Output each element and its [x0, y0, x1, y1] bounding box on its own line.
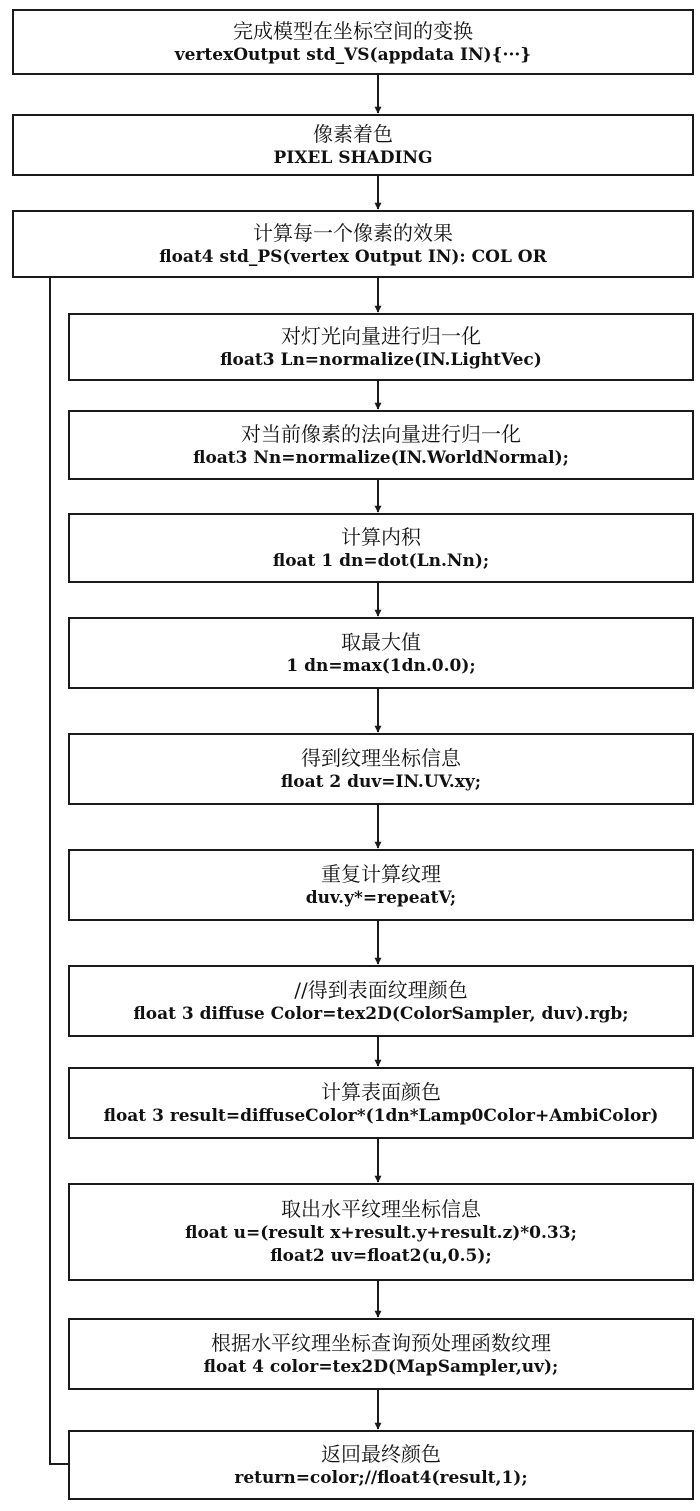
step-title: 返回最终颜色 — [321, 1441, 441, 1466]
step-title: 像素着色 — [313, 121, 393, 146]
step-box — [68, 1430, 694, 1500]
step-box — [12, 9, 694, 75]
step-code: vertexOutput std_VS(appdata IN){···} — [174, 44, 532, 65]
loop-back-arrow — [50, 264, 68, 1464]
step-code: float 4 color=tex2D(MapSampler,uv); — [203, 1356, 559, 1377]
step-code: float 3 diffuse Color=tex2D(ColorSampler, duv).rgb; — [133, 1003, 629, 1024]
step-title: 计算表面颜色 — [321, 1079, 441, 1104]
step-code: float3 Nn=normalize(IN.WorldNormal); — [193, 447, 569, 468]
step-box — [68, 1067, 694, 1139]
step-code: PIXEL SHADING — [273, 147, 433, 168]
step-code: float3 Ln=normalize(IN.LightVec) — [220, 349, 542, 370]
step-box — [12, 114, 694, 176]
step-box — [68, 965, 694, 1037]
step-title: 取最大值 — [341, 629, 421, 654]
step-code: return=color;//float4(result,1); — [234, 1467, 528, 1488]
step-box — [68, 733, 694, 805]
step-title: 计算内积 — [341, 524, 421, 549]
step-box — [68, 313, 694, 381]
step-box — [68, 513, 694, 583]
step-code: 1 dn=max(1dn.0.0); — [286, 655, 476, 676]
step-box — [68, 849, 694, 921]
step-title: 根据水平纹理坐标查询预处理函数纹理 — [211, 1330, 551, 1355]
step-code: float 2 duv=IN.UV.xy; — [280, 771, 482, 792]
step-code: float u=(result x+result.y+result.z)*0.33; — [185, 1223, 577, 1243]
step-code: float2 uv=float2(u,0.5); — [270, 1246, 492, 1266]
step-code: float 3 result=diffuseColor*(1dn*Lamp0Color+AmbiColor) — [103, 1105, 659, 1126]
step-title: 得到纹理坐标信息 — [301, 745, 461, 770]
step-box — [68, 1318, 694, 1390]
step-title: 取出水平纹理坐标信息 — [281, 1197, 481, 1221]
step-title: 对当前像素的法向量进行归一化 — [241, 421, 521, 446]
step-title: 重复计算纹理 — [321, 861, 441, 886]
step-title: 完成模型在坐标空间的变换 — [233, 18, 473, 43]
step-box — [12, 210, 694, 278]
step-code: duv.y*=repeatV; — [305, 887, 457, 908]
step-code: float 1 dn=dot(Ln.Nn); — [272, 550, 490, 571]
step-title: //得到表面纹理颜色 — [294, 977, 468, 1002]
step-title: 对灯光向量进行归一化 — [281, 323, 481, 348]
step-box — [68, 617, 694, 689]
step-box — [68, 410, 694, 480]
step-box — [68, 1183, 694, 1281]
step-code: float4 std_PS(vertex Output IN): COL OR — [159, 246, 547, 267]
step-title: 计算每一个像素的效果 — [253, 220, 453, 245]
